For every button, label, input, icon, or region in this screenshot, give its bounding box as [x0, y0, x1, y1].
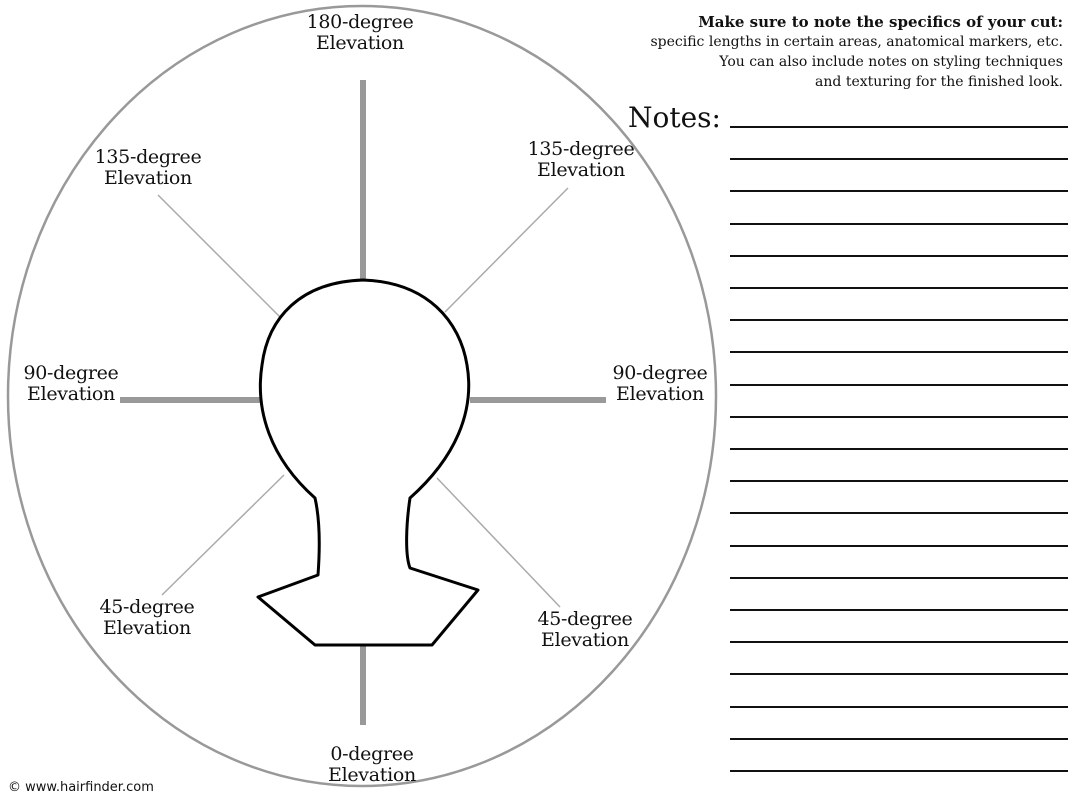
instructions-line-2: You can also include notes on styling techniques: [719, 54, 1063, 70]
note-line: [730, 673, 1068, 675]
instructions-block: [503, 12, 1063, 92]
label-135-degree-left-line1: 135-degree: [94, 146, 202, 168]
label-135-degree-right-line2: Elevation: [537, 159, 625, 181]
label-135-degree-left: [88, 147, 208, 189]
elevation-line-45-left: [162, 475, 284, 595]
note-line: [730, 512, 1068, 514]
label-180-degree: [300, 12, 420, 54]
note-line: [730, 158, 1068, 160]
note-line: [730, 319, 1068, 321]
instructions-title: Make sure to note the specifics of your cut:: [698, 13, 1063, 31]
label-180-degree-line2: Elevation: [316, 32, 404, 54]
note-line: [730, 641, 1068, 643]
label-45-degree-right: [530, 609, 640, 651]
label-135-degree-right-line1: 135-degree: [527, 138, 635, 160]
label-0-degree: [317, 744, 427, 786]
label-0-degree-line2: Elevation: [328, 764, 416, 786]
note-line: [730, 190, 1068, 192]
label-90-degree-right: [605, 363, 715, 405]
label-45-degree-left-line2: Elevation: [103, 617, 191, 639]
head-silhouette: [258, 280, 478, 645]
label-0-degree-line1: 0-degree: [330, 743, 414, 765]
label-90-degree-right-line2: Elevation: [616, 383, 704, 405]
note-line: [730, 255, 1068, 257]
instructions-line-1: specific lengths in certain areas, anatomical markers, etc.: [650, 34, 1063, 50]
note-line: [730, 577, 1068, 579]
copyright-text: © www.hairfinder.com: [8, 780, 154, 795]
label-45-degree-left-line1: 45-degree: [99, 596, 195, 618]
note-line: [730, 416, 1068, 418]
label-135-degree-right: [521, 139, 641, 181]
note-line: [730, 223, 1068, 225]
label-90-degree-left-line2: Elevation: [27, 383, 115, 405]
note-line: [730, 480, 1068, 482]
label-135-degree-left-line2: Elevation: [104, 167, 192, 189]
note-line: [730, 706, 1068, 708]
label-90-degree-left-line1: 90-degree: [23, 362, 119, 384]
elevation-line-135-right: [445, 188, 568, 312]
note-line: [730, 448, 1068, 450]
label-90-degree-left: [16, 363, 126, 405]
label-45-degree-left: [92, 597, 202, 639]
note-line: [730, 545, 1068, 547]
label-90-degree-right-line1: 90-degree: [612, 362, 708, 384]
label-45-degree-right-line2: Elevation: [541, 629, 629, 651]
note-line: [730, 609, 1068, 611]
note-line: [730, 351, 1068, 353]
note-line: [730, 126, 1068, 128]
notes-title: Notes:: [628, 101, 721, 134]
label-45-degree-right-line1: 45-degree: [537, 608, 633, 630]
label-180-degree-line1: 180-degree: [306, 11, 414, 33]
elevation-line-135-left: [158, 195, 283, 320]
instructions-line-3: and texturing for the finished look.: [815, 74, 1063, 90]
note-line: [730, 384, 1068, 386]
note-line: [730, 738, 1068, 740]
note-line: [730, 287, 1068, 289]
note-line: [730, 770, 1068, 772]
